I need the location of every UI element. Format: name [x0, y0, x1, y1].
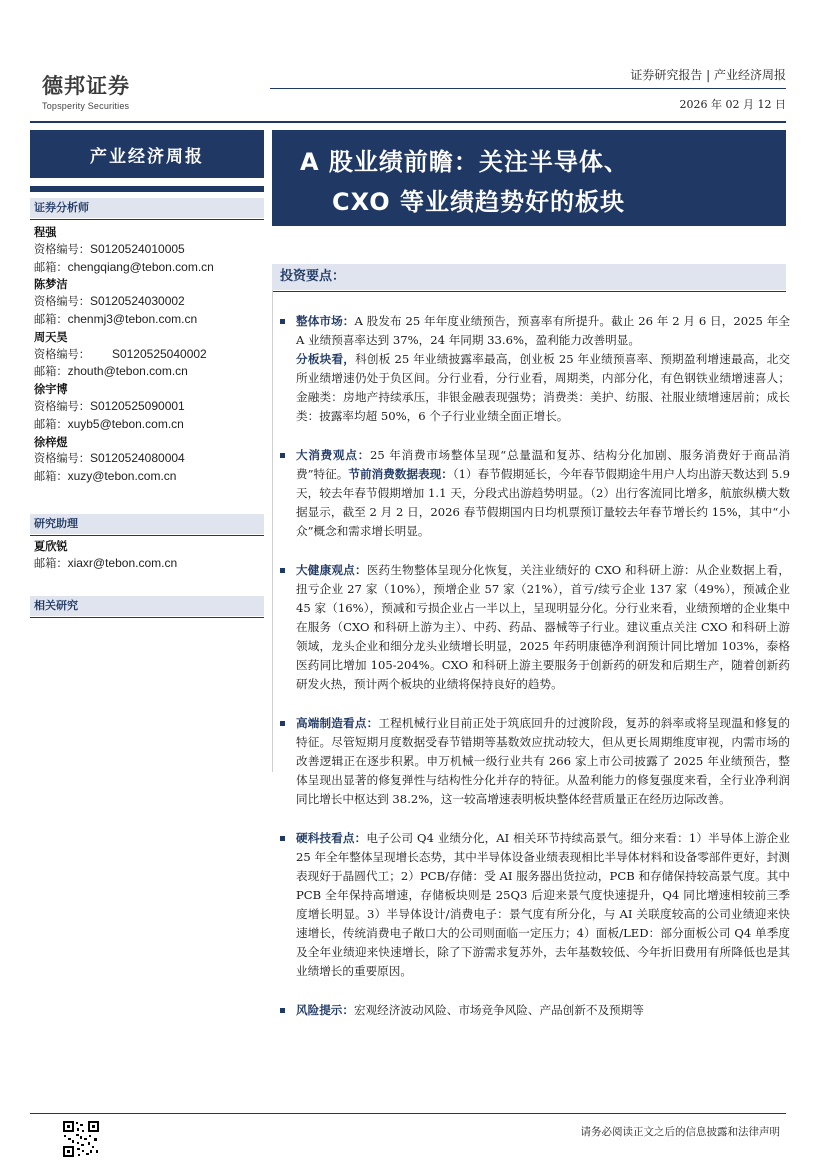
header-bottom-rule	[30, 121, 786, 123]
analyst-email-row	[34, 416, 264, 434]
analyst-cert-row	[34, 398, 264, 416]
analysts-heading: 证券分析师	[30, 198, 264, 218]
cert-label: 资格编号：	[34, 399, 90, 413]
analyst-email[interactable]: xuyb5@tebon.com.cn	[67, 416, 184, 431]
key-point-subtext: 科创板 25 年业绩披露率最高，创业板 25 年业绩预喜率、预期盈利增速最高，北交所业绩增速仍处于负区间。分行业看，分行业看，周期类，内部分化，有色钢铁业绩增速喜人；金融类：房地产持续承压，非银金融表现强势；消费类：美护、纺服、社服业绩增速居前；成长类：披露率均超 50%，6 个子行业业绩全面正增长。	[296, 352, 790, 423]
logo-chinese: 德邦证券	[42, 74, 130, 98]
email-label: 邮箱：	[34, 312, 68, 326]
cert-label: 资格编号：	[34, 347, 90, 361]
analyst-email[interactable]: chengqiang@tebon.com.cn	[67, 259, 214, 274]
analyst-email-row	[34, 468, 264, 486]
analyst-entry	[34, 224, 264, 276]
qr-code-icon	[62, 1120, 100, 1158]
analyst-name: 徐梓煜	[34, 434, 68, 449]
analyst-cert: S0120524030002	[89, 294, 185, 309]
key-point-head: 硬科技看点：	[296, 831, 367, 845]
key-point-subpara	[296, 350, 790, 426]
analyst-cert: S0120524010005	[89, 241, 185, 256]
cert-label: 资格编号：	[34, 242, 90, 256]
key-point-head: 大健康观点：	[296, 563, 367, 577]
key-point-text: 电子公司 Q4 业绩分化，AI 相关环节持续高景气。细分来看：1）半导体上游企业 25 年全年整体呈现增长态势，其中半导体设备业绩表现相比半导体材料和设备零部件更好，封测表现好于晶圆代工；2）PCB/存储：受 AI 服务器出货拉动，PCB 和存储保持较高景气度。其中 PCB 全年保持高增速，存储板块则是 25Q3 后迎来景气度快速提升，Q4 同比增速相较前三季度增长明显。3）半导体设计/消费电子：景气度有所分化，与 AI 关联度较高的公司业绩迎来快速增长，传统消费电子敞口大的公司则面临一定压力；4）面板/LED：部分面板公司 Q4 单季度及全年业绩迎来快速增长，除了下游需求复苏外，去年基数较低、今年折旧费用有所降低也是其业绩增长的重要原因。	[296, 831, 790, 978]
analyst-email[interactable]: zhouth@tebon.com.cn	[67, 364, 188, 379]
header-divider	[270, 88, 786, 89]
email-label: 邮箱：	[34, 417, 68, 431]
email-label: 邮箱：	[34, 260, 68, 274]
analyst-cert-row	[34, 346, 264, 364]
report-type: 证券研究报告 | 产业经济周报	[630, 68, 786, 82]
assistant-email-row	[34, 555, 264, 572]
assistant-entry	[34, 538, 264, 572]
analyst-email-row	[34, 311, 264, 329]
key-point-subhead: 节前消费数据表现：	[348, 467, 453, 481]
analyst-name: 周天昊	[34, 329, 68, 344]
key-point-head: 整体市场：	[296, 314, 355, 328]
analyst-email-row	[34, 363, 264, 381]
report-date: 2026 年 02 月 12 日	[679, 98, 786, 111]
analyst-entry	[34, 381, 264, 433]
key-point-text: 工程机械行业目前正处于筑底回升的过渡阶段，复苏的斜率或将呈现温和修复的特征。尽管短期月度数据受春节错期等基数效应扰动较大，但从更长周期维度审视，内需市场的改善逻辑正在逐步积累。申万机械一级行业共有 266 家上市公司披露了 2025 年业绩预告，整体呈现出显著的修复弹性与结构性分化并存的特征。从盈利能力的修复强度来看，全行业净利润同比增长中枢达到 38.2%，这一较高增速表明板块整体经营质量正在经历边际改善。	[296, 716, 790, 806]
assistant-heading: 研究助理	[30, 514, 264, 534]
key-point-text: 宏观经济波动风险、市场竞争风险、产品创新不及预期等	[353, 1003, 644, 1017]
footer-rule	[30, 1113, 786, 1114]
key-point-hardtech	[296, 829, 790, 981]
cert-label: 资格编号：	[34, 452, 90, 466]
title-line-2: CXO 等业绩趋势好的板块	[332, 188, 626, 216]
key-point-head: 大消费观点：	[296, 448, 371, 462]
key-point-subtext: （1）春节假期延长，今年春节假期途牛用户人均出游天数达到 5.9 天，较去年春节假期增加 1.1 天，分段式出游趋势明显。（2）出行客流同比增多，航旅纵横大数据显示，截至 2 月 2 日，2026 春节假期国内日均机票预订量较去年春节增长约 15%，其中“小众”概念和需求增长明显。	[296, 467, 790, 538]
key-point-market	[296, 312, 790, 426]
assistant-name: 夏欣锐	[34, 539, 68, 553]
category-label: 产业经济周报	[90, 146, 204, 167]
analyst-email-row	[34, 259, 264, 277]
key-point-text: 医药生物整体呈现分化恢复，关注业绩好的 CXO 和科研上游：从企业数据上看，扭亏企业 27 家（10%），预增企业 57 家（21%），首亏/续亏企业 137 家（49%），预减企业 45 家（16%），预减和亏损企业占一半以上，呈现明显分化。分行业来看，业绩预增的企业集中在服务（CXO 和科研上游为主）、中药、药品、器械等子行业。建议重点关注 CXO 和科研上游领域，龙头企业和细分龙头业绩增长明显，2025 年药明康德净利润预计同比增加 103%，泰格医药同比增加 105-204%。CXO 和科研上游主要服务于创新药的研发和后期生产，随着创新药研发火热，预计两个板块的业绩将保持良好的趋势。	[296, 563, 790, 691]
key-point-health	[296, 561, 790, 694]
analyst-cert: S0120525040002	[111, 346, 207, 361]
analyst-list	[34, 224, 264, 486]
key-point-text: A 股发布 25 年年度业绩预告，预喜率有所提升。截止 26 年 2 月 6 日，2025 年全 A 业绩预喜率达到 37%，24 年同期 33.6%，盈利能力改善明显。	[296, 314, 790, 347]
key-point-head: 高端制造看点：	[296, 716, 379, 730]
tebon-logo	[42, 70, 130, 111]
analyst-entry	[34, 276, 264, 328]
analyst-name: 程强	[34, 225, 57, 239]
email-label: 邮箱：	[34, 557, 68, 570]
email-label: 邮箱：	[34, 365, 68, 379]
key-points-heading: 投资要点：	[272, 264, 786, 290]
analyst-name: 徐宇博	[34, 382, 68, 397]
key-point-manufacturing	[296, 714, 790, 809]
logo-english: Topsperity Securities	[42, 101, 130, 111]
sidebar-top-bar	[30, 186, 264, 192]
related-research-heading: 相关研究	[30, 596, 264, 616]
analyst-cert-row	[34, 450, 264, 468]
key-point-risk	[296, 1001, 790, 1020]
report-title	[272, 130, 786, 226]
analyst-email[interactable]: chenmj3@tebon.com.cn	[67, 311, 198, 326]
analyst-cert-row	[34, 241, 264, 259]
analyst-entry	[34, 434, 264, 486]
analyst-cert: S0120524080004	[89, 451, 185, 466]
email-label: 邮箱：	[34, 470, 68, 484]
analyst-cert-row	[34, 293, 264, 311]
assistant-email[interactable]: xiaxr@tebon.com.cn	[67, 556, 178, 570]
title-line-1: A 股业绩前瞻：关注半导体、	[300, 148, 629, 176]
disclaimer: 请务必阅读正文之后的信息披露和法律声明	[580, 1126, 780, 1138]
cert-label: 资格编号：	[34, 295, 90, 309]
analyst-entry	[34, 329, 264, 381]
analyst-name: 陈梦洁	[34, 277, 68, 292]
key-point-text: 25 年消费市场整体呈现“总量温和复苏、结构分化加剧、服务消费好于商品消费”特征。	[296, 448, 790, 481]
category-banner	[30, 130, 264, 178]
key-points-divider	[272, 290, 273, 772]
key-point-consumer	[296, 446, 790, 541]
analyst-cert: S0120525090001	[89, 398, 185, 413]
analyst-email[interactable]: xuzy@tebon.com.cn	[67, 469, 177, 484]
key-point-subhead: 分板块看，	[296, 352, 356, 366]
key-points-list	[296, 312, 790, 1020]
key-point-head: 风险提示：	[296, 1003, 354, 1017]
